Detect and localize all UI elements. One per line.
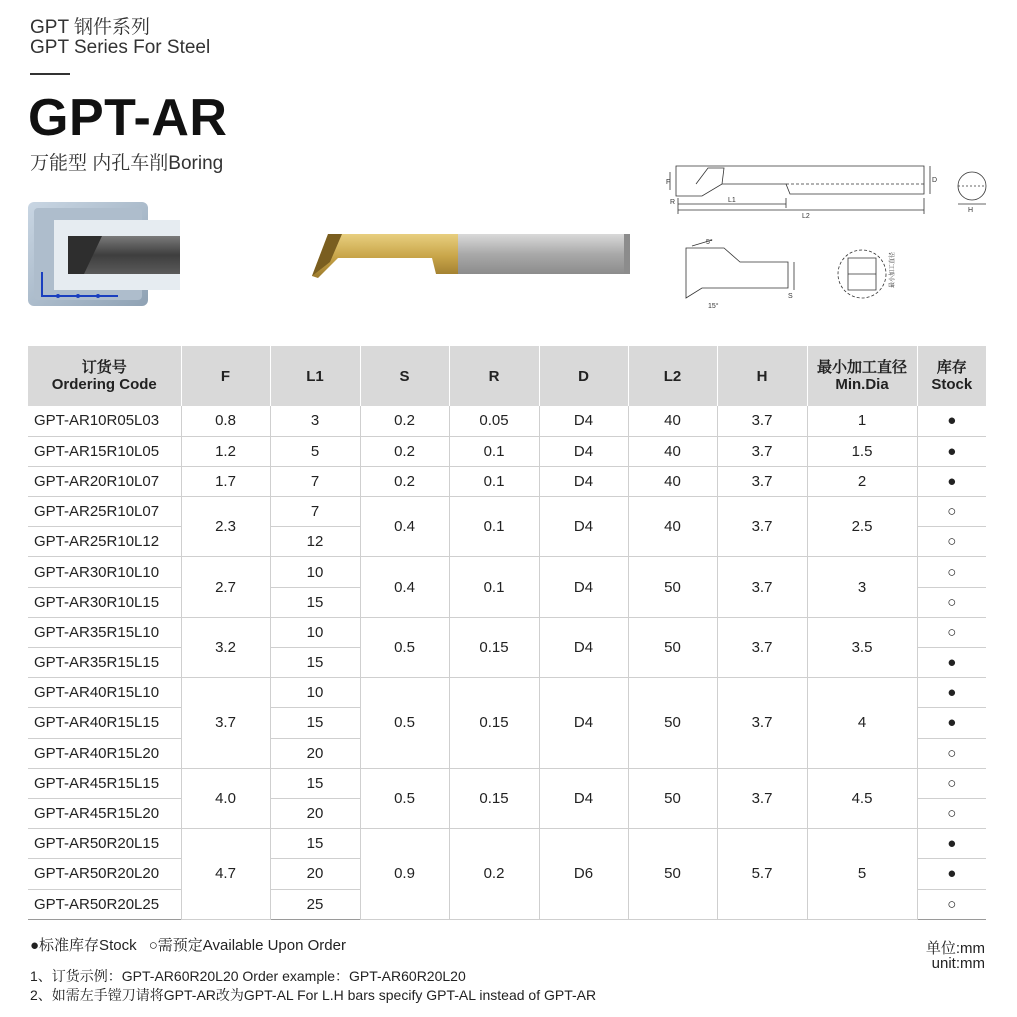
cell-D: D4 [539,406,628,436]
dim-R: R [670,199,676,206]
cell-R: 0.15 [449,617,539,677]
cell-D: D4 [539,436,628,466]
cell-H: 3.7 [717,678,807,769]
cell-min-dia: 2 [807,466,917,496]
cell-L2: 40 [628,466,717,496]
stock-indicator: ● [917,406,986,436]
cell-L1: 15 [270,768,360,798]
cell-L1: 15 [270,708,360,738]
cell-R: 0.1 [449,466,539,496]
table-row [28,406,986,436]
ordering-code: GPT-AR45R15L20 [28,798,181,828]
stock-indicator: ○ [917,497,986,527]
cell-F: 1.2 [181,436,270,466]
cell-L2: 50 [628,678,717,769]
stock-indicator: ○ [917,557,986,587]
cell-R: 0.15 [449,678,539,769]
unit-label-cn: 单位:mm [925,940,985,957]
cell-H: 3.7 [717,557,807,617]
dim-L2: L2 [802,213,810,220]
cell-L1: 3 [270,406,360,436]
col-H: H [717,346,807,406]
ordering-code: GPT-AR40R15L15 [28,708,181,738]
ordering-code: GPT-AR25R10L12 [28,527,181,557]
note-order-example: 1、订货示例：GPT-AR60R20L20 Order example：GPT-AR60R20L20 [30,968,466,984]
ordering-code: GPT-AR25R10L07 [28,497,181,527]
stock-indicator: ○ [917,889,986,919]
legend-in-stock: ●标准库存Stock [30,937,137,954]
angle-5: 5° [706,239,713,246]
cell-L2: 50 [628,557,717,617]
series-cn: GPT 钢件系列 [30,17,150,38]
cell-L1: 10 [270,617,360,647]
cell-D: D4 [539,678,628,769]
cell-F: 3.2 [181,617,270,677]
col-F: F [181,346,270,406]
cell-H: 3.7 [717,466,807,496]
cell-L1: 15 [270,648,360,678]
ordering-code: GPT-AR50R20L25 [28,889,181,919]
col-L1: L1 [270,346,360,406]
cell-S: 0.9 [360,829,449,920]
cell-R: 0.15 [449,768,539,828]
cell-R: 0.1 [449,557,539,617]
cell-F: 1.7 [181,466,270,496]
cell-L2: 50 [628,617,717,677]
cell-L1: 25 [270,889,360,919]
cell-L1: 15 [270,829,360,859]
table-row [28,678,986,708]
cell-min-dia: 3.5 [807,617,917,677]
ordering-code: GPT-AR35R15L15 [28,648,181,678]
col-S: S [360,346,449,406]
cell-F: 2.7 [181,557,270,617]
cell-min-dia: 1 [807,406,917,436]
cell-S: 0.5 [360,768,449,828]
cell-F: 4.0 [181,768,270,828]
page-subtitle: 万能型 内孔车削Boring [30,153,224,174]
cell-D: D4 [539,497,628,557]
stock-indicator: ● [917,829,986,859]
cell-L2: 50 [628,768,717,828]
cell-H: 3.7 [717,768,807,828]
ordering-code: GPT-AR50R20L15 [28,829,181,859]
cell-H: 3.7 [717,406,807,436]
table-row [28,617,986,647]
cell-L1: 10 [270,678,360,708]
cell-R: 0.1 [449,497,539,557]
ordering-code: GPT-AR50R20L20 [28,859,181,889]
cell-L1: 7 [270,466,360,496]
cell-L1: 10 [270,557,360,587]
stock-indicator: ● [917,436,986,466]
boring-in-hole-illustration [28,202,180,306]
dim-F: F [666,179,671,186]
cell-S: 0.2 [360,466,449,496]
cell-L1: 20 [270,859,360,889]
table-row [28,768,986,798]
cell-F: 3.7 [181,678,270,769]
cell-min-dia: 5 [807,829,917,920]
note-left-hand: 2、如需左手镗刀请将GPT-AR改为GPT-AL For L.H bars specify GPT-AL instead of GPT-AR [30,987,597,1003]
stock-indicator: ● [917,678,986,708]
cell-L1: 12 [270,527,360,557]
cell-H: 5.7 [717,829,807,920]
col-stock: 库存 Stock [917,346,986,406]
unit-label-en: unit:mm [931,955,985,972]
boring-bar-photo [308,222,632,282]
cell-L2: 40 [628,406,717,436]
col-L2: L2 [628,346,717,406]
cell-S: 0.5 [360,617,449,677]
angle-15: 15° [708,303,719,310]
table-row [28,829,986,859]
table-row [28,497,986,527]
cell-H: 3.7 [717,497,807,557]
cell-min-dia: 4 [807,678,917,769]
stock-indicator: ● [917,648,986,678]
cell-S: 0.4 [360,497,449,557]
col-R: R [449,346,539,406]
cell-R: 0.05 [449,406,539,436]
cell-D: D4 [539,617,628,677]
cell-L2: 50 [628,829,717,920]
stock-indicator: ● [917,859,986,889]
cell-D: D4 [539,768,628,828]
cell-D: D4 [539,557,628,617]
table-row [28,557,986,587]
ordering-code: GPT-AR40R15L10 [28,678,181,708]
cell-H: 3.7 [717,617,807,677]
cell-min-dia: 1.5 [807,436,917,466]
col-ordering-code: 订货号 Ordering Code [28,346,181,406]
page-title: GPT-AR [28,89,228,147]
cell-F: 4.7 [181,829,270,920]
cell-L1: 5 [270,436,360,466]
cell-R: 0.1 [449,436,539,466]
cell-S: 0.4 [360,557,449,617]
cell-D: D4 [539,466,628,496]
table-header-row [28,346,986,406]
stock-indicator: ○ [917,527,986,557]
stock-indicator: ○ [917,798,986,828]
ordering-code: GPT-AR15R10L05 [28,436,181,466]
dim-L1: L1 [728,197,736,204]
cell-min-dia: 3 [807,557,917,617]
series-en: GPT Series For Steel [30,37,211,58]
dim-mindia: 最小加工直径 [890,251,896,288]
stock-indicator: ○ [917,768,986,798]
dim-S: S [788,293,793,300]
spec-table [28,346,986,920]
cell-S: 0.5 [360,678,449,769]
table-row [28,436,986,466]
col-D: D [539,346,628,406]
cell-L1: 15 [270,587,360,617]
dim-H: H [968,207,974,214]
ordering-code: GPT-AR45R15L15 [28,768,181,798]
technical-drawing [662,148,998,318]
cell-S: 0.2 [360,406,449,436]
ordering-code: GPT-AR20R10L07 [28,466,181,496]
stock-indicator: ○ [917,617,986,647]
cell-R: 0.2 [449,829,539,920]
title-rule [30,73,70,75]
ordering-code: GPT-AR10R05L03 [28,406,181,436]
stock-legend [30,934,354,955]
stock-indicator: ● [917,466,986,496]
legend-on-order: ○需预定Available Upon Order [148,937,346,954]
cell-H: 3.7 [717,436,807,466]
col-min-dia: 最小加工直径 Min.Dia [807,346,917,406]
dim-D: D [932,177,938,184]
cell-F: 2.3 [181,497,270,557]
cell-L2: 40 [628,497,717,557]
ordering-code: GPT-AR30R10L10 [28,557,181,587]
cell-L1: 20 [270,738,360,768]
stock-indicator: ● [917,708,986,738]
stock-indicator: ○ [917,587,986,617]
table-row [28,466,986,496]
ordering-code: GPT-AR30R10L15 [28,587,181,617]
cell-L1: 7 [270,497,360,527]
ordering-code: GPT-AR40R15L20 [28,738,181,768]
cell-L1: 20 [270,798,360,828]
cell-D: D6 [539,829,628,920]
ordering-code: GPT-AR35R15L10 [28,617,181,647]
cell-min-dia: 2.5 [807,497,917,557]
cell-S: 0.2 [360,436,449,466]
cell-L2: 40 [628,436,717,466]
cell-F: 0.8 [181,406,270,436]
stock-indicator: ○ [917,738,986,768]
cell-min-dia: 4.5 [807,768,917,828]
